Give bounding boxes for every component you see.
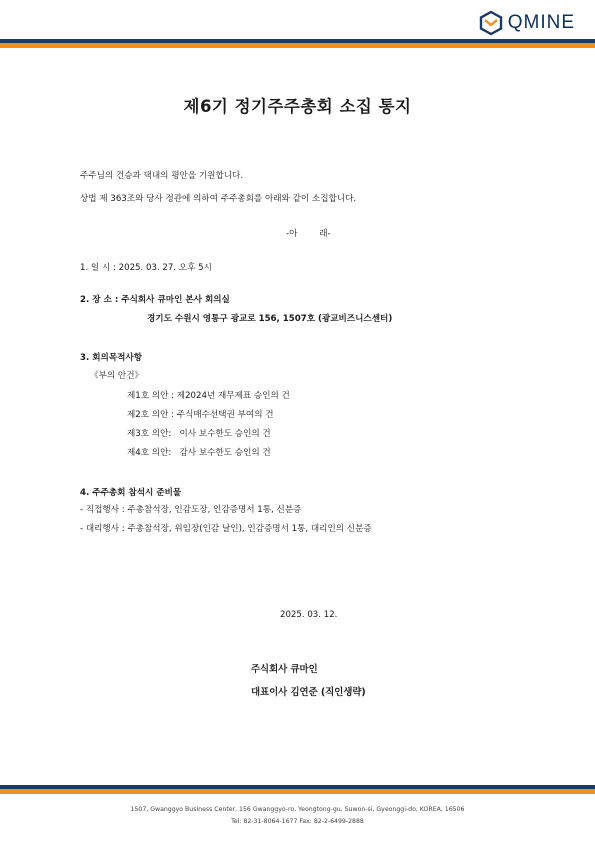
greeting-line-2: 상법 제 363조와 당사 정관에 의하여 주주총회를 아래와 같이 소집합니다. <box>80 194 357 204</box>
signature-company: 주식회사 큐마인 <box>251 664 318 675</box>
agenda-item-4: 제4호 의안: 감사 보수한도 승인의 건 <box>127 448 271 458</box>
q-mine-logo-icon <box>478 10 504 36</box>
agenda-item-1: 제1호 의안 : 제2024년 재무제표 승인의 건 <box>127 391 290 401</box>
item1-value: 2025. 03. 27. 오후 5시 <box>118 263 212 273</box>
footer-orange-bar <box>0 789 595 794</box>
signature-representative: 대표이사 김연준 (직인생략) <box>251 687 366 698</box>
item2-address: 경기도 수원시 영통구 광교로 156, 1507호 (광교비즈니스센터) <box>147 314 393 324</box>
item4-heading: 4. 주주총회 참석시 준비물 <box>80 488 182 498</box>
item4-proxy: - 대리행사 : 주총참석장, 위임장(인감 날인), 인감증명서 1통, 대리인의 신분증 <box>80 524 372 534</box>
item1-label: 1. 일 시 : <box>80 263 116 273</box>
greeting-line-1: 주주님의 건승과 댁내의 평안을 기원합니다. <box>80 171 244 181</box>
header-orange-bar <box>0 43 595 48</box>
brand-name: QMINE <box>507 12 575 33</box>
item2-value: 주식회사 큐마인 본사 회의실 <box>121 295 230 305</box>
agenda-item-3: 제3호 의안: 이사 보수한도 승인의 건 <box>127 429 271 439</box>
item4-direct: - 직접행사 : 주총참석장, 인감도장, 인감증명서 1통, 신분증 <box>80 505 302 515</box>
item2-label: 2. 장 소 : <box>80 295 119 305</box>
company-logo <box>478 8 575 38</box>
footer-contact: Tel: 82-31-8064-1677 Fax: 82-2-6499-2888 <box>231 818 364 825</box>
item3-heading: 3. 회의목적사항 <box>80 353 143 363</box>
item3-subheading: 《부의 안건》 <box>90 371 144 381</box>
notice-date: 2025. 03. 12. <box>280 610 338 620</box>
footer-address: 1507, Gwanggyo Business Center, 156 Gwanggyo-ro, Yeongtong-gu, Suwon-si, Gyeonggi-do, KOREA, 16506 <box>130 806 465 813</box>
item1-line <box>80 261 212 273</box>
below-heading: -아 래- <box>286 229 331 239</box>
item2-line <box>80 293 230 305</box>
document-title: 제6기 정기주주총회 소집 통지 <box>183 97 412 116</box>
agenda-item-2: 제2호 의안 : 주식매수선택권 부여의 건 <box>127 410 274 420</box>
